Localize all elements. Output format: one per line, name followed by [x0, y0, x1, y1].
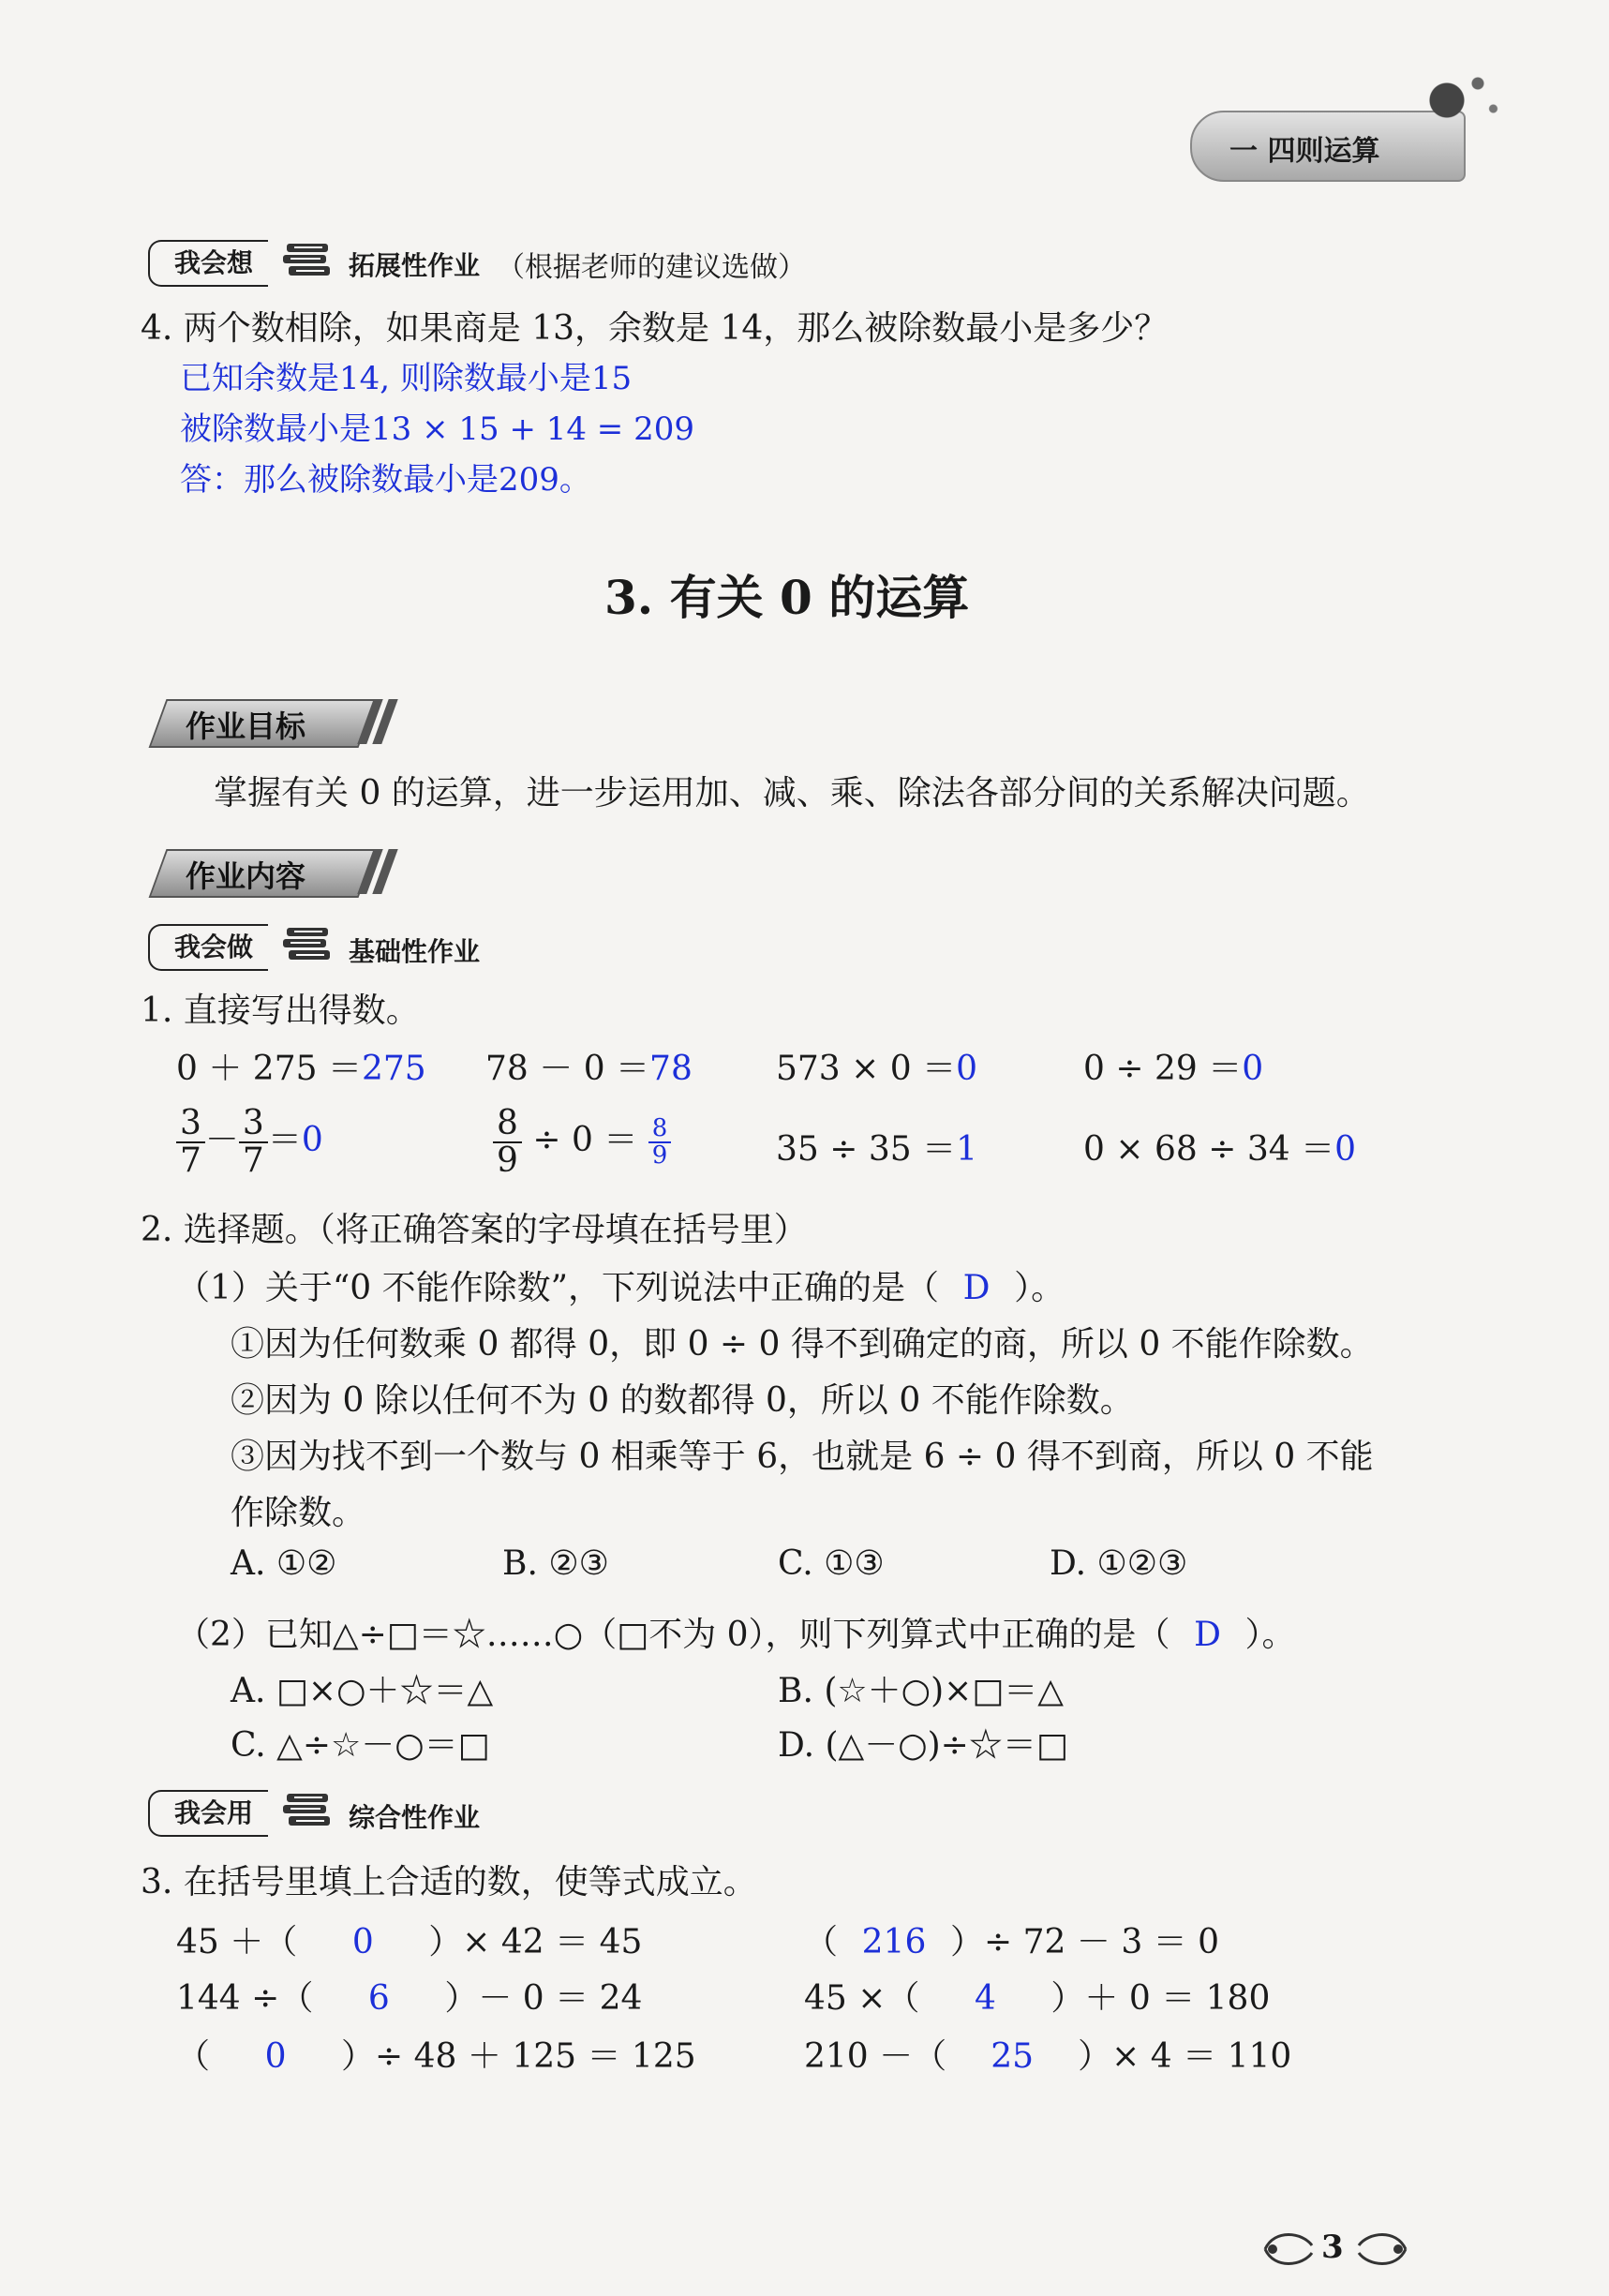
goal-label: 作业目标: [186, 708, 306, 744]
content-label: 作业内容: [186, 858, 306, 894]
books-icon: [281, 1790, 334, 1829]
page-number: 3: [1321, 2229, 1344, 2266]
content-ribbon: [141, 843, 403, 902]
chapter-label: 一 四则运算: [1229, 135, 1380, 168]
calc-2d: 0 × 68 ÷ 34 ＝0: [1083, 1130, 1356, 1169]
fill-blank-4: 45 ×（ 4 ）＋ 0 ＝ 180: [804, 1979, 1271, 2018]
option-a: A. ①②: [231, 1544, 337, 1583]
tab-wohuizuo: [148, 924, 268, 971]
fill-blank-2: （ 216 ）÷ 72 － 3 ＝ 0: [804, 1923, 1220, 1961]
answer: 4: [974, 1979, 996, 2018]
lesson-title: 3. 有关 0 的运算: [604, 570, 970, 625]
goal-ribbon: [141, 693, 403, 752]
statement-3: ③因为找不到一个数与 0 相乘等于 6，也就是 6 ÷ 0 得不到商，所以 0 不能: [231, 1438, 1374, 1476]
question-2-title: 2. 选择题。（将正确答案的字母填在括号里）: [141, 1211, 808, 1249]
answer: 25: [991, 2037, 1035, 2076]
goal-text: 掌握有关 0 的运算，进一步运用加、减、乘、除法各部分间的关系解决问题。: [214, 774, 1370, 813]
tab-title: 拓展性作业: [349, 250, 481, 281]
page-number-box: [1256, 2223, 1415, 2275]
ink-splash-decoration: [1406, 58, 1509, 142]
fill-blank-5: （ 0 ）÷ 48 ＋ 125 ＝ 125: [176, 2037, 696, 2076]
books-icon: [281, 924, 334, 963]
calc-1b: 78 － 0 ＝78: [485, 1050, 693, 1088]
answer: 0: [264, 2037, 287, 2076]
answer: 6: [367, 1979, 390, 2018]
answer-denominator: 9: [651, 1141, 668, 1170]
option-d: D. ①②③: [1050, 1544, 1188, 1583]
calc-2b: $\frac{8}{9}$ ÷ 0 ＝ $\frac{8}{9}$: [493, 1106, 671, 1179]
question-1-title: 1. 直接写出得数。: [141, 991, 420, 1030]
answer-line-3: 答：那么被除数最小是209。: [180, 461, 591, 499]
question-3-title: 3. 在括号里填上合适的数，使等式成立。: [141, 1863, 757, 1901]
statement-2: ②因为 0 除以任何不为 0 的数都得 0，所以 0 不能作除数。: [231, 1381, 1134, 1420]
answer: 0: [351, 1923, 374, 1961]
statement-3-cont: 作除数。: [231, 1494, 366, 1532]
books-icon: [281, 240, 334, 279]
calc-1a: 0 ＋ 275 ＝275: [176, 1050, 426, 1088]
answer-numerator: 8: [648, 1116, 672, 1143]
answer: 1: [956, 1130, 978, 1169]
question-2-2-stem: （2）已知△÷□＝☆……○（□不为 0），则下列算式中正确的是（ D ）。: [176, 1616, 1296, 1654]
question-2-1-stem: （1）关于“0 不能作除数”，下列说法中正确的是（ D ）。: [176, 1269, 1065, 1307]
fill-blank-3: 144 ÷（ 6 ）－ 0 ＝ 24: [176, 1979, 643, 2018]
answer: 0: [301, 1120, 323, 1159]
tab-label: 我会做: [174, 932, 254, 962]
option-a: A. □×○＋☆＝△: [231, 1672, 494, 1710]
fill-blank-6: 210 －（ 25 ）× 4 ＝ 110: [804, 2037, 1292, 2076]
option-b: B. ②③: [502, 1544, 609, 1583]
answer: 0: [1334, 1130, 1356, 1169]
fill-blank-1: 45 ＋（ 0 ）× 42 ＝ 45: [176, 1923, 643, 1961]
option-c: C. ①③: [778, 1544, 885, 1583]
tab-label: 我会用: [174, 1797, 254, 1828]
answer: D: [1194, 1616, 1221, 1654]
answer: D: [962, 1269, 991, 1307]
tab-title: 基础性作业: [349, 936, 481, 967]
tab-wohuixiang: [148, 240, 268, 287]
answer: 275: [361, 1050, 426, 1088]
statement-1: ①因为任何数乘 0 都得 0，即 0 ÷ 0 得不到确定的商，所以 0 不能作除数。: [231, 1325, 1374, 1364]
calc-1c: 573 × 0 ＝0: [776, 1050, 978, 1088]
calc-2c: 35 ÷ 35 ＝1: [776, 1130, 978, 1169]
answer: 78: [649, 1050, 693, 1088]
tab-note: （根据老师的建议选做）: [497, 251, 806, 284]
calc-1d: 0 ÷ 29 ＝0: [1083, 1050, 1264, 1088]
answer: 0: [1242, 1050, 1264, 1088]
option-d: D. (△－○)÷☆＝□: [778, 1726, 1068, 1765]
tab-wohuiyong: [148, 1790, 268, 1837]
tab-title: 综合性作业: [349, 1802, 481, 1833]
question-4: 4. 两个数相除，如果商是 13，余数是 14，那么被除数最小是多少？: [141, 309, 1169, 348]
answer-line-2: 被除数最小是13 × 15 + 14 = 209: [180, 410, 694, 448]
option-c: C. △÷☆－○＝□: [231, 1726, 490, 1765]
answer: 216: [861, 1923, 927, 1961]
option-b: B. (☆＋○)×□＝△: [778, 1672, 1064, 1710]
answer-line-1: 已知余数是14, 则除数最小是15: [180, 360, 633, 397]
answer: 0: [956, 1050, 978, 1088]
calc-2a: $\frac{3}{7}$ － $\frac{3}{7}$ ＝0: [176, 1106, 323, 1179]
tab-label: 我会想: [174, 247, 254, 278]
